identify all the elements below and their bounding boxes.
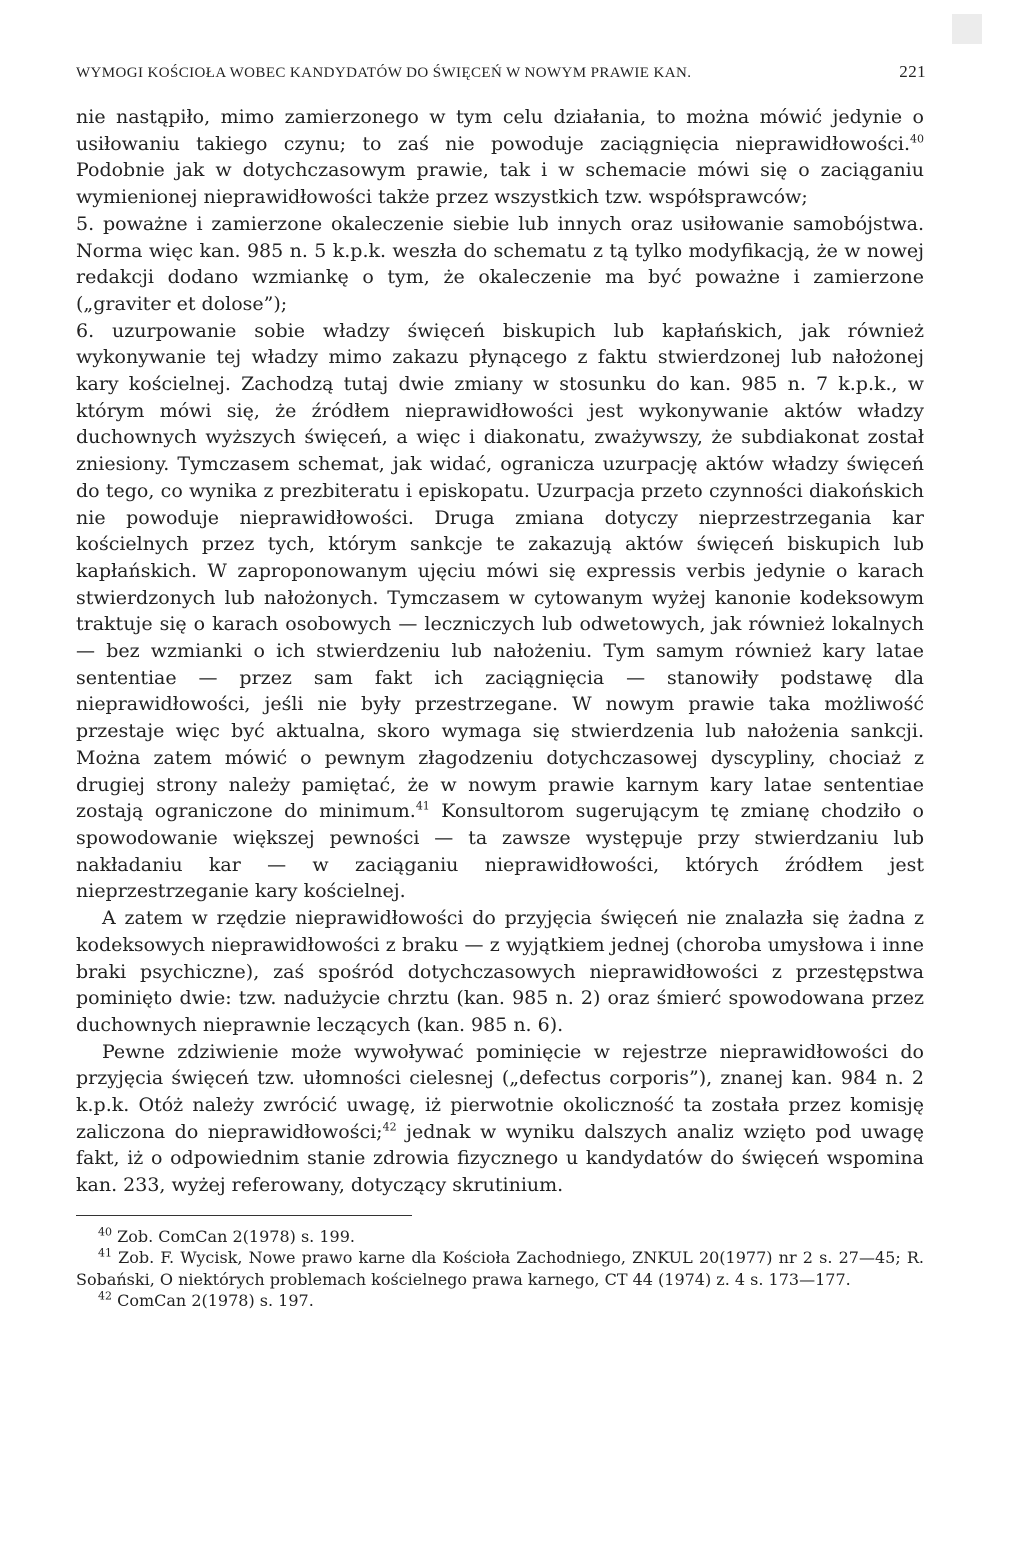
scan-corner-mark: [952, 14, 982, 44]
paragraph: Pewne zdziwienie może wywoływać pominięcie w rejestrze nieprawidłowości do przyjęcia święceń tzw. ułomności cielesnej („defectus corporis”), znanej kan. 984 n. 2 k.p.k. Otóż należy zwrócić uwagę, iż pierwotnie okoliczność ta została przez komisję zaliczona do nieprawidłowości;$^{42}$ jednak w wyniku dalszych analiz wzięto pod uwagę fakt, iż o odpowiednim stanie zdrowia fizycznego u kandydatów do święceń wspomina kan. 233, wyżej referowany, dotyczący skrutinium.: [76, 1040, 924, 1197]
page: [76, 56, 924, 1496]
paragraph: nie nastąpiło, mimo zamierzonego w tym celu działania, to można mówić jedynie o usiłowaniu takiego czynu; to zaś nie powoduje zaciągnięcia nieprawidłowości.$^{40}$ Podobnie jak w dotychczasowym prawie, tak i w schemacie mówi się o zaciąganiu wymienionej nieprawidłowości także przez wszystkich tzw. współsprawców;: [76, 106, 924, 209]
footnote-ref: 42: [382, 1120, 397, 1134]
paragraph: 6. uzurpowanie sobie władzy święceń biskupich lub kapłańskich, jak również wykonywanie tej władzy mimo zakazu płynącego z faktu stwierdzonej lub nałożonej kary kościelnej. Zachodzą tutaj dwie zmiany w stosunku do kan. 985 n. 7 k.p.k., w którym mówi się, że źródłem nieprawidłowości jest wykonywanie aktów władzy duchownych wyższych święceń, a więc i diakonatu, zważywszy, że subdiakonat został zniesiony. Tymczasem schemat, jak widać, ogranicza uzurpację aktów władzy święceń do tego, co wynika z prezbiteratu i episkopatu. Uzurpacja przeto czynności diakońskich nie powoduje nieprawidłowości. Druga zmiana dotyczy nieprzestrzegania kar kościelnych przez tych, którym sankcje te zakazują aktów święceń biskupich lub kapłańskich. W zaproponowanym ujęciu mówi się expressis verbis jedynie o karach stwierdzonych lub nałożonych. Tymczasem w cytowanym wyżej kanonie kodeksowym traktuje się o karach osobowych — leczniczych lub odwetowych, jak również lokalnych — bez wzmianki o ich stwierdzeniu lub nałożeniu. Tym samym również kary latae sententiae — przez sam fakt ich zaciągnięcia — stanowiły podstawę dla nieprawidłowości, jeśli nie były przestrzegane. W nowym prawie taka możliwość przestaje więc być aktualna, skoro wymaga się stwierdzenia lub nałożenia sankcji. Można zatem mówić o pewnym złagodzeniu dotychczasowej dyscypliny, chociaż z drugiej strony należy pamiętać, że w nowym prawie karnym kary latae sententiae zostają ograniczone do minimum.$^{41}$ Konsultorom sugerującym tę zmianę chodziło o spowodowanie większej pewności — ta zawsze występuje przy stwierdzaniu lub nakładaniu kar — w zaciąganiu nieprawidłowości, których źródłem jest nieprzestrzeganie kary kościelnej.: [76, 319, 924, 903]
footnote-rule: [76, 1215, 412, 1216]
running-head-title: WYMOGI KOŚCIOŁA WOBEC KANDYDATÓW DO ŚWIĘCEŃ W NOWYM PRAWIE KAN.: [76, 65, 692, 81]
footnote-ref: 41: [415, 799, 430, 813]
body-text: [76, 104, 924, 1199]
running-head: [76, 62, 924, 82]
footnote: $^{42}$ ComCan 2(1978) s. 197.: [98, 1290, 314, 1311]
paragraph: 5. poważne i zamierzone okaleczenie siebie lub innych oraz usiłowanie samobójstwa. Norma więc kan. 985 n. 5 k.p.k. weszła do schematu z tą tylko modyfikacją, że w nowej redakcji dodano wzmiankę o tym, że okaleczenie ma być poważne i zamierzone („graviter et dolose”);: [76, 212, 924, 315]
footnotes: [76, 1226, 924, 1312]
page-number: 221: [899, 62, 926, 81]
footnote-ref: 40: [910, 132, 924, 146]
footnote: $^{41}$ Zob. F. Wycisk, Nowe prawo karne dla Kościoła Zachodniego, ZNKUL 20(1977) nr 2 s. 27—45; R. Sobański, O niektórych problemach kościelnego prawa karnego, CT 44 (1974) z. 4 s. 173—177.: [76, 1247, 925, 1289]
footnote: $^{40}$ Zob. ComCan 2(1978) s. 199.: [98, 1225, 355, 1246]
paragraph: A zatem w rzędzie nieprawidłowości do przyjęcia święceń nie znalazła się żadna z kodeksowych nieprawidłowości z braku — z wyjątkiem jednej (choroba umysłowa i inne braki psychiczne), zaś spośród dotychczasowych nieprawidłowości z przestępstwa pominięto dwie: tzw. nadużycie chrztu (kan. 985 n. 2) oraz śmierć spowodowana przez duchownych nieprawnie leczących (kan. 985 n. 6).: [76, 907, 924, 1036]
